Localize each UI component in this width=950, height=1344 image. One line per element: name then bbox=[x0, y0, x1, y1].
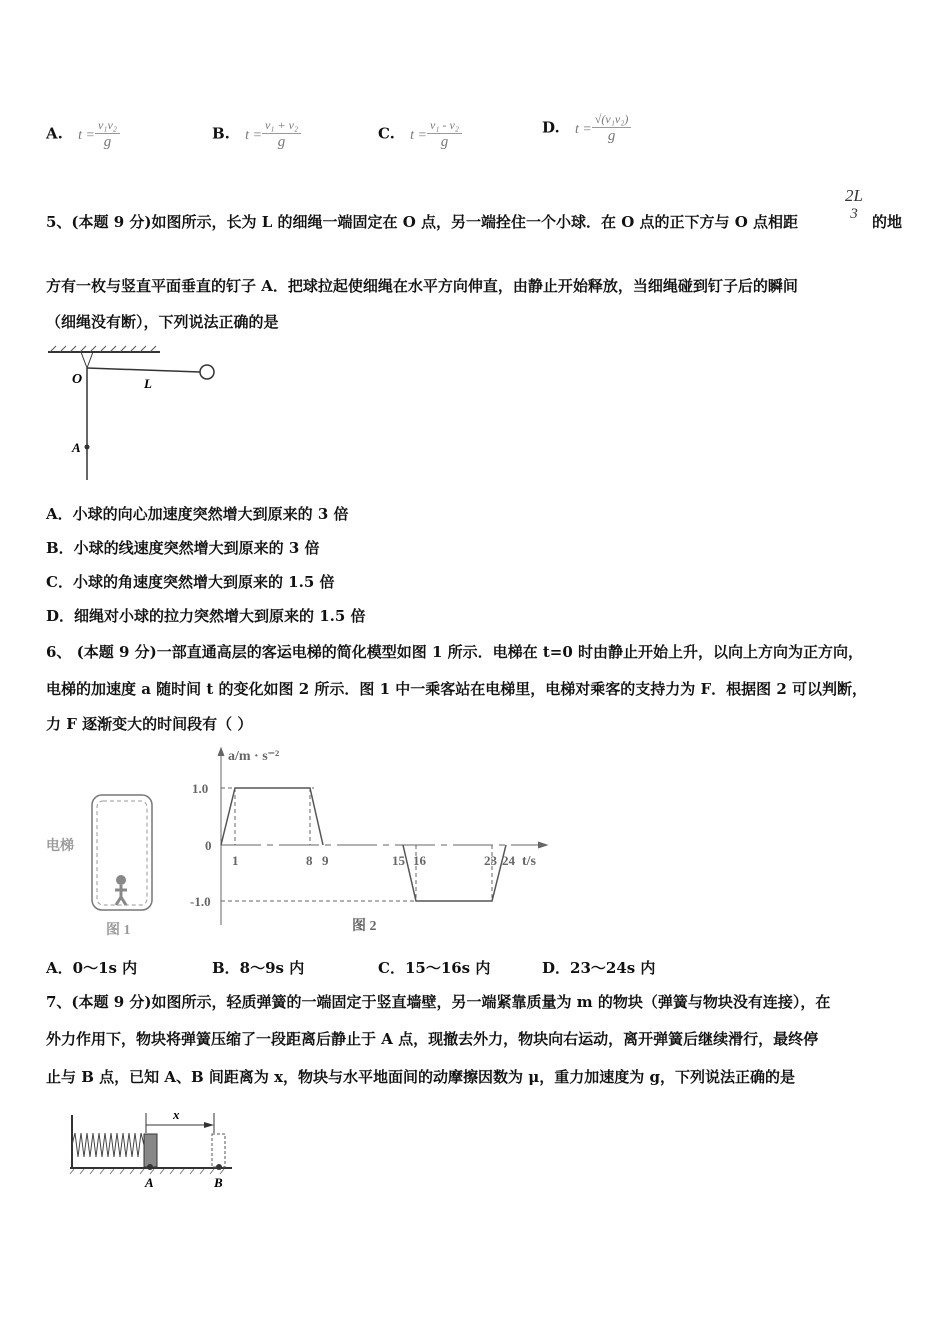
formula-numerator: v₁ - v₂ bbox=[427, 118, 462, 134]
person-icon bbox=[116, 875, 126, 885]
q5-option-b: B．小球的线速度突然增大到原来的 3 倍 bbox=[46, 539, 320, 557]
elevator-figure bbox=[46, 795, 152, 938]
block bbox=[144, 1134, 157, 1167]
y-axis-label: a/m · s⁻² bbox=[228, 749, 280, 764]
q7-spring-figure bbox=[64, 1103, 239, 1193]
q5-fraction bbox=[842, 186, 866, 223]
q5-line-3: （细绳没有断），下列说法正确的是 bbox=[46, 313, 279, 331]
formula-denominator: g bbox=[103, 134, 112, 150]
fraction-numerator: 2L bbox=[845, 186, 863, 205]
label-x: x bbox=[173, 1107, 180, 1122]
q4-option-b bbox=[212, 118, 301, 151]
y-tick: 1.0 bbox=[192, 781, 209, 796]
q6-option-c: C．15～16s 内 bbox=[378, 959, 491, 977]
q4-option-a bbox=[46, 118, 120, 151]
formula-lhs: t = bbox=[410, 127, 427, 143]
label-l: L bbox=[144, 376, 152, 391]
acceleration-chart bbox=[218, 748, 547, 925]
formula-denominator: g bbox=[440, 134, 449, 150]
label-o: O bbox=[72, 372, 83, 387]
option-label: B. bbox=[212, 124, 230, 143]
q5-option-a: A．小球的向心加速度突然增大到原来的 3 倍 bbox=[46, 505, 349, 523]
x-tick: 1 bbox=[232, 853, 239, 868]
x-tick: 8 bbox=[306, 853, 313, 868]
x-tick: 16 bbox=[413, 853, 426, 868]
formula-denominator: g bbox=[607, 128, 616, 144]
formula-lhs: t = bbox=[574, 121, 592, 137]
q6-option-a: A．0～1s 内 bbox=[46, 959, 138, 977]
x-tick: 15 bbox=[392, 853, 405, 868]
x-tick: 9 bbox=[322, 853, 329, 868]
q4-option-c bbox=[378, 118, 462, 151]
x-tick: 24 bbox=[502, 853, 515, 868]
q5-pendulum-figure bbox=[40, 340, 230, 485]
elevator-label: 电梯 bbox=[46, 839, 74, 854]
q6-line-2: 电梯的加速度 a 随时间 t 的变化如图 2 所示．图 1 中一乘客站在电梯里，电梯对乘客的支持力为 F．根据图 2 可以判断， bbox=[46, 680, 868, 698]
fig2-caption: 图 2 bbox=[352, 919, 377, 934]
spring bbox=[72, 1133, 144, 1157]
q7-line-3: 止与 B 点，已知 A、B 间距离为 x，物块与水平地面间的动摩擦因数为 μ，重力加速度为 g，下列说法正确的是 bbox=[46, 1068, 795, 1086]
q5-line-1-end: 的地 bbox=[872, 213, 903, 231]
fig1-caption: 图 1 bbox=[106, 923, 131, 938]
q4-option-d bbox=[542, 112, 631, 145]
y-tick: -1.0 bbox=[190, 894, 211, 909]
q7-line-1: 7、(本题 9 分)如图所示，轻质弹簧的一端固定于竖直墙壁，另一端紧靠质量为 m 的物块（弹簧与物块没有连接），在 bbox=[46, 993, 831, 1011]
formula-denominator: g bbox=[277, 134, 286, 150]
q6-line-1: 6、 (本题 9 分)一部直通高层的客运电梯的简化模型如图 1 所示．电梯在 t=0 时由静止开始上升，以向上方向为正方向， bbox=[46, 643, 863, 661]
q6-option-d: D．23～24s 内 bbox=[542, 959, 656, 977]
q5-option-d: D．细绳对小球的拉力突然增大到原来的 1.5 倍 bbox=[46, 607, 366, 625]
option-label: C. bbox=[378, 124, 395, 143]
formula-lhs: t = bbox=[78, 127, 95, 143]
formula-numerator: √(v₁v₂) bbox=[592, 112, 632, 128]
question-text: 5、(本题 9 分)如图所示，长为 L 的细绳一端固定在 O 点，另一端拴住一个小球．在 O 点的正下方与 O 点相距 bbox=[46, 213, 799, 231]
x-axis-label: t/s bbox=[522, 854, 536, 869]
formula-lhs: t = bbox=[245, 127, 262, 143]
q5-option-c: C．小球的角速度突然增大到原来的 1.5 倍 bbox=[46, 573, 335, 591]
y-tick: 0 bbox=[205, 838, 212, 853]
q5-line-2: 方有一枚与竖直平面垂直的钉子 A．把球拉起使细绳在水平方向伸直，由静止开始释放，当细绳碰到钉子后的瞬间 bbox=[46, 277, 798, 295]
label-b: B bbox=[214, 1175, 223, 1190]
formula-numerator: v₁ + v₂ bbox=[262, 118, 301, 134]
x-tick: 23 bbox=[484, 853, 497, 868]
fraction-denominator: 3 bbox=[850, 206, 858, 222]
q6-line-3: 力 F 逐渐变大的时间段有（ ） bbox=[46, 715, 253, 733]
label-a: A bbox=[72, 440, 81, 455]
option-label: D. bbox=[542, 118, 560, 137]
q5-line-1 bbox=[46, 211, 798, 232]
q6-option-b: B．8～9s 内 bbox=[212, 959, 305, 977]
q6-figures bbox=[40, 740, 570, 940]
formula-numerator: v₁v₂ bbox=[95, 118, 120, 134]
option-label: A. bbox=[46, 124, 63, 143]
q7-line-2: 外力作用下，物块将弹簧压缩了一段距离后静止于 A 点，现撤去外力，物块向右运动，离开弹簧后继续滑行，最终停 bbox=[46, 1030, 819, 1048]
label-a: A bbox=[145, 1175, 154, 1190]
